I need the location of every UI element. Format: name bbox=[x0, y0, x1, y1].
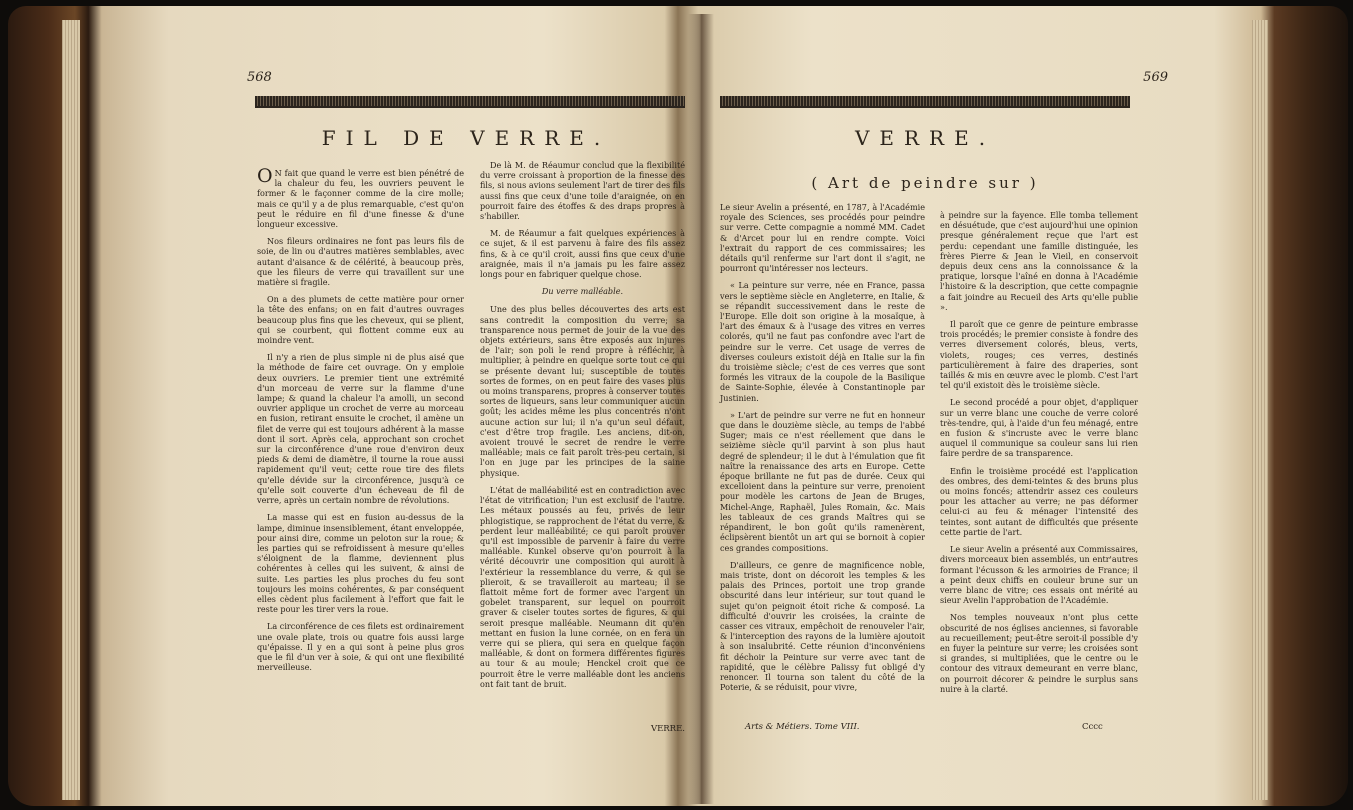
paragraph: Une des plus belles découvertes des arts est sans contredit la composition du verre; sa transparence nous permet de jouir de la vue des objets extérieurs, sans être exposés aux injures de l'air; son poli le rend propre à réfléchir, à multiplier, à peindre en quelque sorte tout ce qui se présente devant lui; susceptible de toutes sortes de formes, on en peut faire des vases plus ou moins transparens, propres à conserver toutes sortes de liqueurs, sans leur communiquer aucun goût; les acides même les plus concentrés n'ont aucune action sur lui; il n'a qu'un seul défaut, c'est d'être trop fragile. Les anciens, dit-on, avoient trouvé le secret de rendre le verre malléable; mais ce fait paroît très-peu certain, si l'on en juge par les principes de la saine physique. bbox=[480, 304, 685, 478]
paragraph: O N fait que quand le verre est bien pénétré de la chaleur du feu, les ouvriers peuvent le former & le façonner comme de la cire molle; mais ce qu'il y a de plus remarquable, c'est qu'on peut le réduire en fil d'une finesse & d'une longueur excessive. bbox=[257, 165, 464, 230]
signature-mark: Cccc bbox=[1082, 722, 1103, 732]
paragraph: Il n'y a rien de plus simple ni de plus aisé que la méthode de faire cet ouvrage. On y emploie deux ouvriers. Le premier tient une extrémité d'un morceau de verre sur la flamme d'une lampe; & quand la chaleur l'a amolli, un second ouvrier applique un crochet de verre au morceau en fusion, retirant ensuite le crochet, il amène un filet de verre qui est toujours adhérent à la masse dont il sort. Après cela, approchant son crochet sur la circonférence d'une roue d'environ deux pieds & demi de diamètre, il tourne la roue aussi rapidement qu'il veut; cette roue tire des filets qu'elle dévide sur la circonférence, jusqu'à ce qu'elle soit couverte d'un écheveau de fil de verre, après un certain nombre de révolutions. bbox=[257, 352, 464, 506]
paragraph: Nos fileurs ordinaires ne font pas leurs fils de soie, de lin ou d'autres matières semblables, avec autant d'aisance & de célérité, à beaucoup près, que les fileurs de verre qui travaillent sur une matière si fragile. bbox=[257, 236, 464, 288]
drop-cap: O bbox=[257, 165, 273, 187]
paragraph: La circonférence de ces filets est ordinairement une ovale plate, trois ou quatre fois aussi large qu'épaisse. Il y en a qui sont à peine plus gros que le fil d'un ver à soie, & qui ont une flexibilité merveilleuse. bbox=[257, 621, 464, 673]
left-page bbox=[245, 60, 687, 800]
paragraph: On a des plumets de cette matière pour orner la tête des enfans; on en fait d'autres ouvrages beaucoup plus fins que les cheveux, qui se plient, qui se courbent, qui flottent comme eux au moindre vent. bbox=[257, 294, 464, 346]
page-number: 569 bbox=[1143, 70, 1168, 85]
right-page-edges bbox=[1252, 20, 1268, 800]
paragraph: L'état de malléabilité est en contradiction avec l'état de vitrification; l'un est exclusif de l'autre. Les métaux poussés au feu, privés de leur phlogistique, se rapprochent de l'état du verre, & perdent leur malléabilité; ce qui paroît prouver qu'il est impossible de parvenir à faire du verre malléable. Kunkel observe qu'on pourroit à la vérité découvrir une composition qui auroit à l'extérieur la ressemblance du verre, & qui se plieroit, & se travailleroit au marteau; il se flattoit même fort de former avec l'argent un gobelet transparent, sur lequel on pourroit graver & ciseler toutes sortes de figures, & qui seroit presque malléable. Neumann dit qu'en mettant en fusion la lune cornée, on en fera un verre qui se pliera, qui sera en quelque façon malléable, & dont on formera différentes figures au tour & au moule; Henckel croit que ce pourroit être le verre malléable dont les anciens ont fait tant de bruit. bbox=[480, 484, 685, 689]
book-gutter bbox=[688, 14, 714, 804]
paragraph: Le second procédé a pour objet, d'appliquer sur un verre blanc une couche de verre coloré très-tendre, qui, à l'aide d'un feu ménagé, entre en fusion & s'incruste avec le verre blanc auquel il communique sa couleur sans lui rien faire perdre de sa transparence. bbox=[940, 397, 1138, 459]
page-number: 568 bbox=[247, 70, 272, 85]
paragraph: à peindre sur la fayence. Elle tomba tellement en désuétude, que c'est aujourd'hui une opinion presque généralement reçue que l'art est perdu: cependant une famille distinguée, les frères Pierre & Jean le Vieil, en conservoit depuis deux cens ans la connoissance & la pratique, lorsque l'aîné en donna à l'Académie l'histoire & la description, que cette compagnie a fait joindre au Recueil des Arts qu'elle publie ». bbox=[940, 210, 1138, 312]
paragraph: Le sieur Avelin a présenté aux Commissaires, divers morceaux bien assemblés, un entr'autres formant l'écusson & les armoiries de France; il a peint deux chiffs en couleur brune sur un verre blanc de vitre; ces essais ont mérité au sieur Avelin l'approbation de l'Académie. bbox=[940, 544, 1138, 606]
text-column-2 bbox=[480, 160, 685, 696]
paragraph: M. de Réaumur a fait quelques expériences à ce sujet, & il est parvenu à faire des fils assez fins, & à ce qu'il croit, aussi fins que ceux d'une araignée, mais il n'a jamais pu les faire assez longs pour en fabriquer quelque chose. bbox=[480, 228, 685, 280]
header-ornament-rule bbox=[255, 96, 685, 108]
text-column-1 bbox=[257, 165, 464, 679]
page-subtitle: ( Art de peindre sur ) bbox=[811, 174, 1039, 192]
text-column-2 bbox=[940, 210, 1138, 701]
right-page bbox=[720, 60, 1168, 800]
catchword: VERRE. bbox=[650, 724, 685, 734]
page-title: FIL DE VERRE. bbox=[321, 126, 611, 150]
page-title: VERRE. bbox=[854, 126, 996, 150]
section-subheading: Du verre malléable. bbox=[541, 286, 624, 297]
paragraph: Il paroît que ce genre de peinture embrasse trois procédés; le premier consiste à fondre des verres diversement colorés, bleus, verts, violets, rouges; ces verres, destinés particulièrement à faire des draperies, sont taillés & mis en œuvre avec le plomb. C'est l'art tel qu'il existoit dès le troisième siècle. bbox=[940, 319, 1138, 391]
paragraph: Nos temples nouveaux n'ont plus cette obscurité de nos églises anciennes, si favorable au recueillement; peut-être seroit-il possible d'y en fuyer la peinture sur verre; les croisées sont si grandes, si multipliées, que le centre ou le contour des vitraux demeurant en verre blanc, on pourroit décorer & peindre le surplus sans nuire à la clarté. bbox=[940, 612, 1138, 694]
volume-footer: Arts & Métiers. Tome VIII. bbox=[745, 722, 860, 732]
paragraph: La masse qui est en fusion au-dessus de la lampe, diminue insensiblement, étant enveloppée, pour ainsi dire, comme un peloton sur la roue; & les parties qui se refroidissent à mesure qu'elles s'éloignent de la flamme, deviennent plus cohérentes à celles qui les suivent, & ainsi de suite. Les parties les plus proches du feu sont toujours les moins cohérentes, & par conséquent elles cèdent plus facilement à l'effort que fait le reste pour les tirer vers la roue. bbox=[257, 512, 464, 615]
left-page-edges bbox=[62, 20, 80, 800]
paragraph: D'ailleurs, ce genre de magnificence noble, mais triste, dont on décoroit les temples & les palais des Princes, portoit une trop grande obscurité dans leur intérieur, sur tout quand le sujet qu'on peignoit étoit riche & composé. La difficulté d'ouvrir les croisées, la crainte de casser ces vitraux, empêchoit de renouveler l'air, & l'interception des rayons de la lumière ajoutoit à son insalubrité. Cette réunion d'inconvéniens fit déchoir la Peinture sur verre avec tant de rapidité, que le célèbre Palissy fut obligé d'y renoncer. Il tourna son talent du côté de la Poterie, & se réduisit, pour vivre, bbox=[720, 559, 925, 693]
header-ornament-rule bbox=[720, 96, 1130, 108]
paragraph: Enfin le troisième procédé est l'application des ombres, des demi-teintes & des bruns plus ou moins foncés; attendrir assez ces couleurs pour les attacher au verre; ne pas déformer celui-ci au feu & ménager l'intensité des teintes, sont autant de difficultés que présente cette partie de l'art. bbox=[940, 465, 1138, 537]
paragraph: De là M. de Réaumur conclud que la flexibilité du verre croissant à proportion de la finesse des fils, si nous avions seulement l'art de tirer des fils aussi fins que ceux d'une toile d'araignée, on en pourroit faire des étoffes & des draps propres à s'habiller. bbox=[480, 160, 685, 222]
text-column-1 bbox=[720, 202, 925, 699]
paragraph: « La peinture sur verre, née en France, passa vers le septième siècle en Angleterre, en Italie, & se répandit successivement dans le reste de l'Europe. Elle doit son origine à la mosaïque, à l'art des émaux & à l'usage des vitres en verres colorés, qu'il ne faut pas confondre avec l'art de peindre sur le verre. Cet usage de verres de diverses couleurs existoit déjà en Italie sur la fin du troisième siècle; c'est de ces verres que sont formés les vitraux de la coupole de la Basilique de Sainte-Sophie, élevée à Constantinople par Justinien. bbox=[720, 280, 925, 403]
paragraph: » L'art de peindre sur verre ne fut en honneur que dans le douzième siècle, au temps de l'abbé Suger; mais ce n'est réellement que dans le seizième siècle qu'il parvint à son plus haut degré de splendeur; il le dut à l'émulation que fit naître la renaissance des arts en Europe. Cette époque brillante ne fut pas de durée. Ceux qui excelloient dans la peinture sur verre, prenoient pour modèle les cartons de Jean de Bruges, Michel-Ange, Raphaël, Jules Romain, &c. Mais les tableaux de ces grands Maîtres qui se répandirent, le bon goût qu'ils ramenèrent, éclipsèrent bientôt un art qui se bornoit à copier ces grandes compositions. bbox=[720, 409, 925, 553]
paragraph: Le sieur Avelin a présenté, en 1787, à l'Académie royale des Sciences, ses procédés pour peindre sur verre. Cette compagnie a nommé MM. Cadet & d'Arcet pour lui en rendre compte. Voici l'extrait du rapport de ces commissaires; les détails qu'il renferme sur l'art dont il s'agit, ne pourront qu'intéresser nos lecteurs. bbox=[720, 202, 925, 274]
